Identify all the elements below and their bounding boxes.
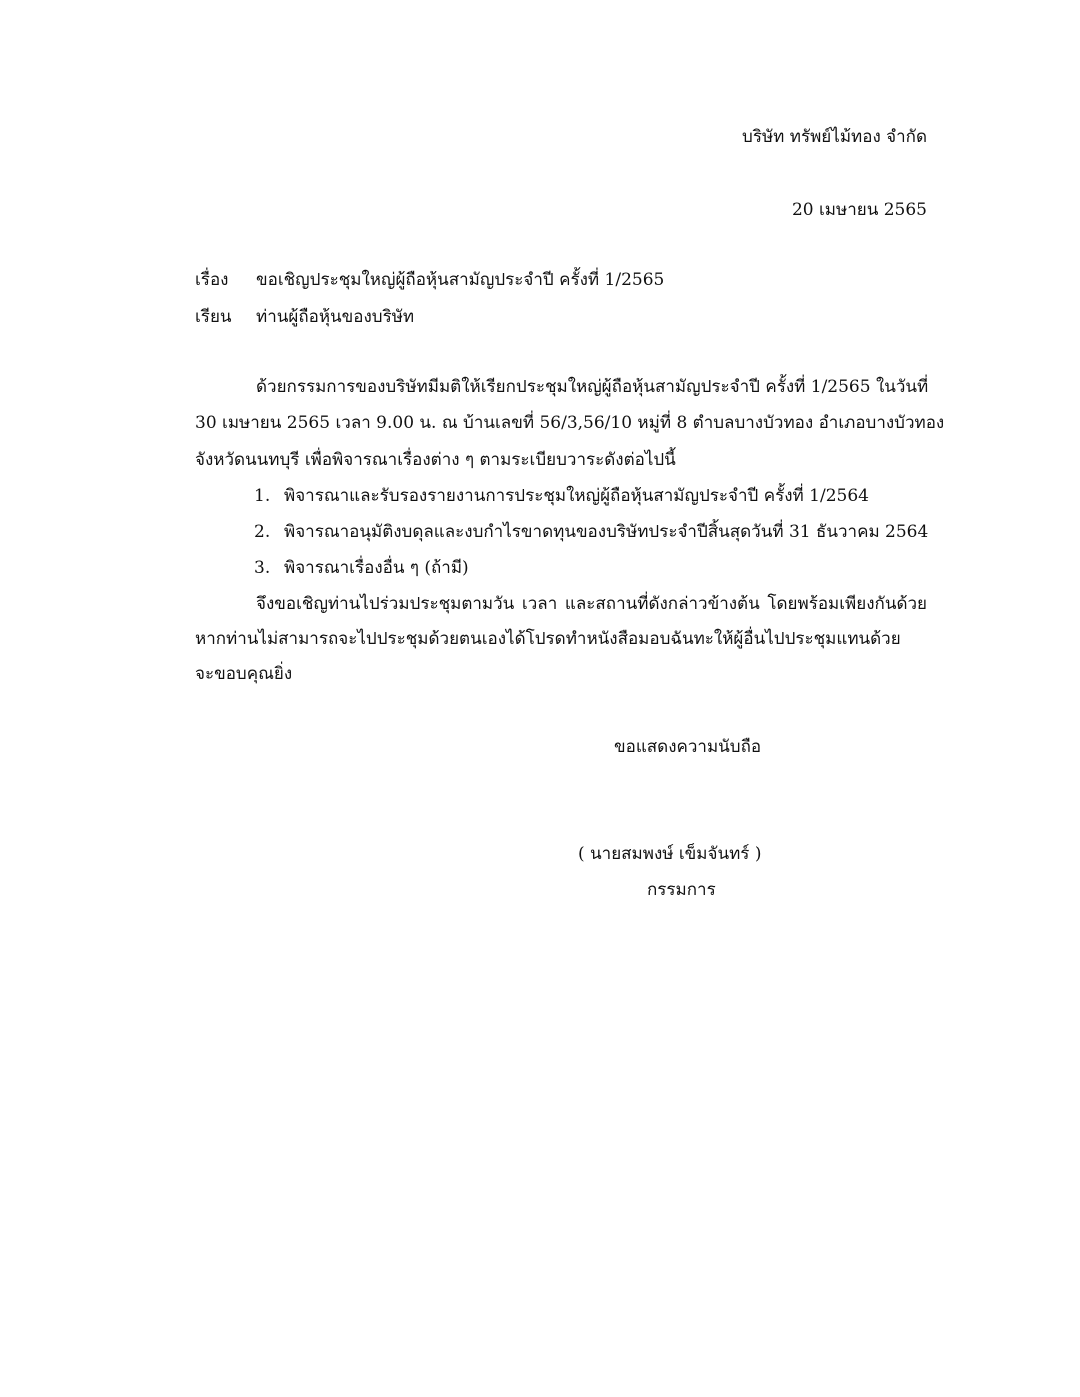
agenda-item: พิจารณาเรื่องอื่น ๆ (ถ้ามี)	[284, 558, 469, 578]
agenda-number: 1.	[254, 486, 271, 506]
agenda-item: พิจารณาและรับรองรายงานการประชุมใหญ่ผู้ถือหุ้นสามัญประจำปี ครั้งที่ 1/2564	[284, 486, 869, 506]
agenda-item: พิจารณาอนุมัติงบดุลและงบกำไรขาดทุนของบริษัทประจำปีสิ้นสุดวันที่ 31 ธันวาคม 2564	[284, 522, 929, 542]
closing-line: หากท่านไม่สามารถจะไปประชุมด้วยตนเองได้โปรดทำหนังสือมอบฉันทะให้ผู้อื่นไปประชุมแทนด้วย	[195, 629, 901, 649]
subject-text: ขอเชิญประชุมใหญ่ผู้ถือหุ้นสามัญประจำปี ครั้งที่ 1/2565	[256, 270, 665, 290]
intro-line: 30 เมษายน 2565 เวลา 9.00 น. ณ บ้านเลขที่ 56/3,56/10 หมู่ที่ 8 ตำบลบางบัวทอง อำเภอบางบัวทอง	[195, 413, 945, 433]
company-name: บริษัท ทรัพย์ไม้ทอง จำกัด	[742, 127, 927, 147]
intro-line: ด้วยกรรมการของบริษัทมีมติให้เรียกประชุมใหญ่ผู้ถือหุ้นสามัญประจำปี ครั้งที่ 1/2565 ในวันที่	[256, 377, 929, 397]
agenda-number: 2.	[254, 522, 271, 542]
closing-line: จึงขอเชิญท่านไปร่วมประชุมตามวัน เวลา และสถานที่ดังกล่าวข้างต้น โดยพร้อมเพียงกันด้วย	[256, 594, 927, 614]
letter-date: 20 เมษายน 2565	[791, 200, 927, 220]
complimentary-close: ขอแสดงความนับถือ	[614, 737, 762, 757]
addressee-text: ท่านผู้ถือหุ้นของบริษัท	[256, 307, 415, 327]
agenda-number: 3.	[254, 558, 271, 578]
intro-line: จังหวัดนนทบุรี เพื่อพิจารณาเรื่องต่าง ๆ ตามระเบียบวาระดังต่อไปนี้	[195, 450, 676, 470]
closing-line: จะขอบคุณยิ่ง	[195, 664, 293, 684]
addressee-label: เรียน	[195, 307, 232, 327]
subject-label: เรื่อง	[195, 270, 229, 290]
signer-name: ( นายสมพงษ์ เข็มจันทร์ )	[578, 844, 762, 864]
signer-title: กรรมการ	[647, 880, 716, 900]
